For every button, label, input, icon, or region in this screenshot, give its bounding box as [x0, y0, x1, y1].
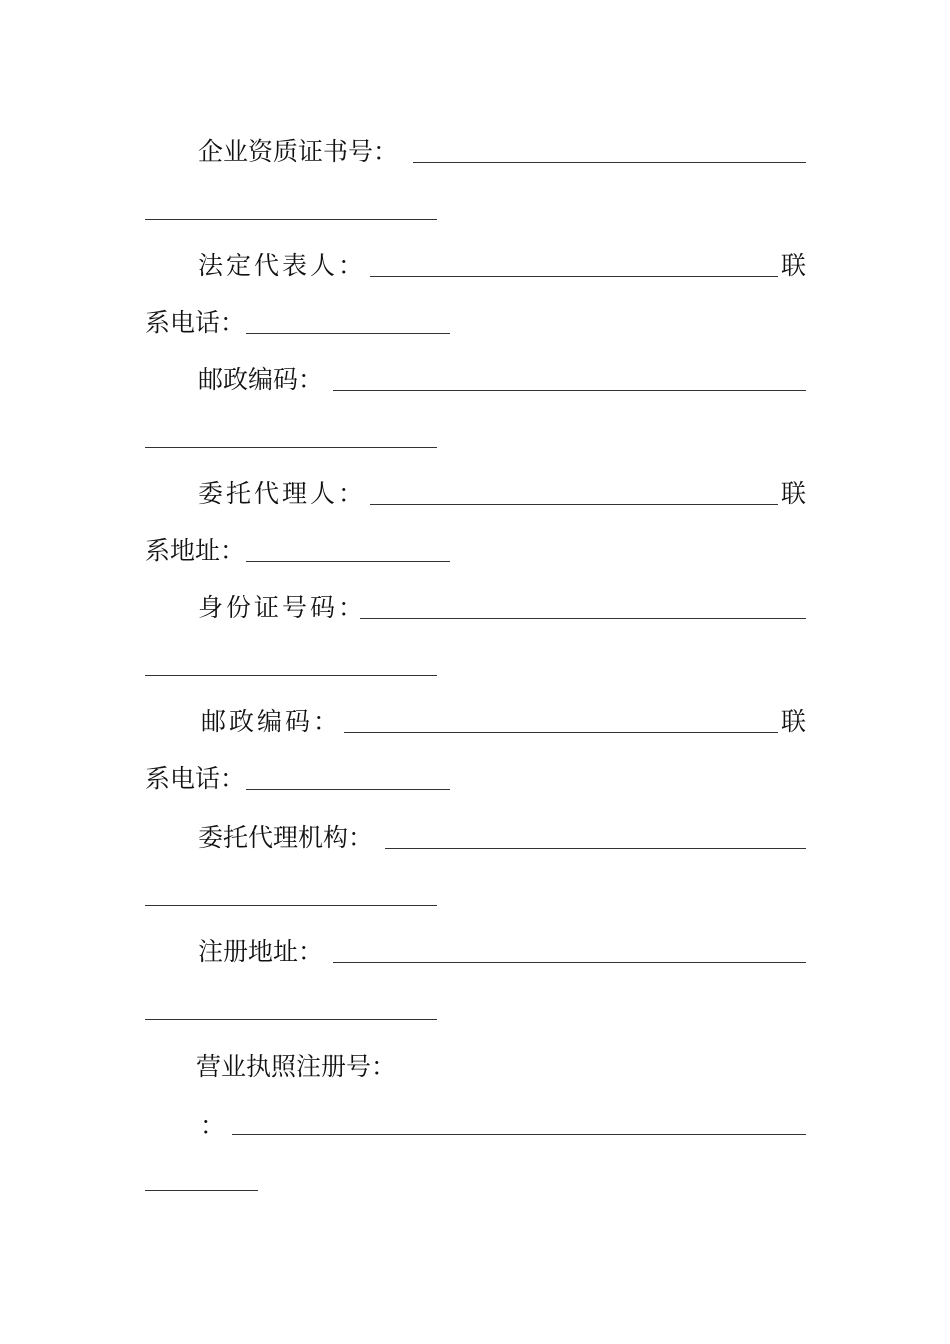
phone-field-2[interactable]	[246, 789, 450, 790]
cert-number-label: 企业资质证书号：	[198, 137, 399, 166]
registered-address-field-continuation[interactable]	[145, 1019, 437, 1020]
contact-prefix-2: 联	[781, 479, 807, 508]
agency-field[interactable]	[385, 848, 806, 849]
contact-prefix-3: 联	[781, 707, 807, 736]
business-license-label: 营业执照注册号：	[196, 1052, 397, 1081]
address-label: 系地址：	[145, 536, 246, 565]
postal-code-field-continuation[interactable]	[145, 447, 437, 448]
cert-number-field-continuation[interactable]	[145, 219, 437, 220]
license-colon: ：	[200, 1111, 226, 1140]
cert-number-field[interactable]	[413, 162, 806, 163]
agent-label: 委托代理人：	[198, 479, 367, 508]
id-number-field-continuation[interactable]	[145, 675, 437, 676]
legal-representative-label: 法定代表人：	[198, 251, 367, 280]
agent-field[interactable]	[370, 504, 778, 505]
registered-address-field[interactable]	[333, 962, 806, 963]
business-license-field-continuation[interactable]	[145, 1190, 258, 1191]
agent-postal-code-field[interactable]	[344, 732, 778, 733]
contact-prefix-1: 联	[781, 251, 807, 280]
phone-field-1[interactable]	[246, 333, 450, 334]
agency-label: 委托代理机构：	[198, 823, 374, 852]
business-license-field[interactable]	[232, 1134, 806, 1135]
address-field[interactable]	[246, 561, 450, 562]
id-number-label: 身份证号码：	[198, 593, 367, 622]
registered-address-label: 注册地址：	[198, 937, 324, 966]
agent-postal-code-label: 邮政编码：	[201, 707, 342, 736]
phone-label-1: 系电话：	[145, 308, 246, 337]
legal-representative-field[interactable]	[370, 276, 778, 277]
id-number-field[interactable]	[360, 618, 806, 619]
agency-field-continuation[interactable]	[145, 905, 437, 906]
postal-code-field[interactable]	[333, 390, 806, 391]
phone-label-2: 系电话：	[145, 764, 246, 793]
postal-code-label: 邮政编码：	[198, 365, 324, 394]
